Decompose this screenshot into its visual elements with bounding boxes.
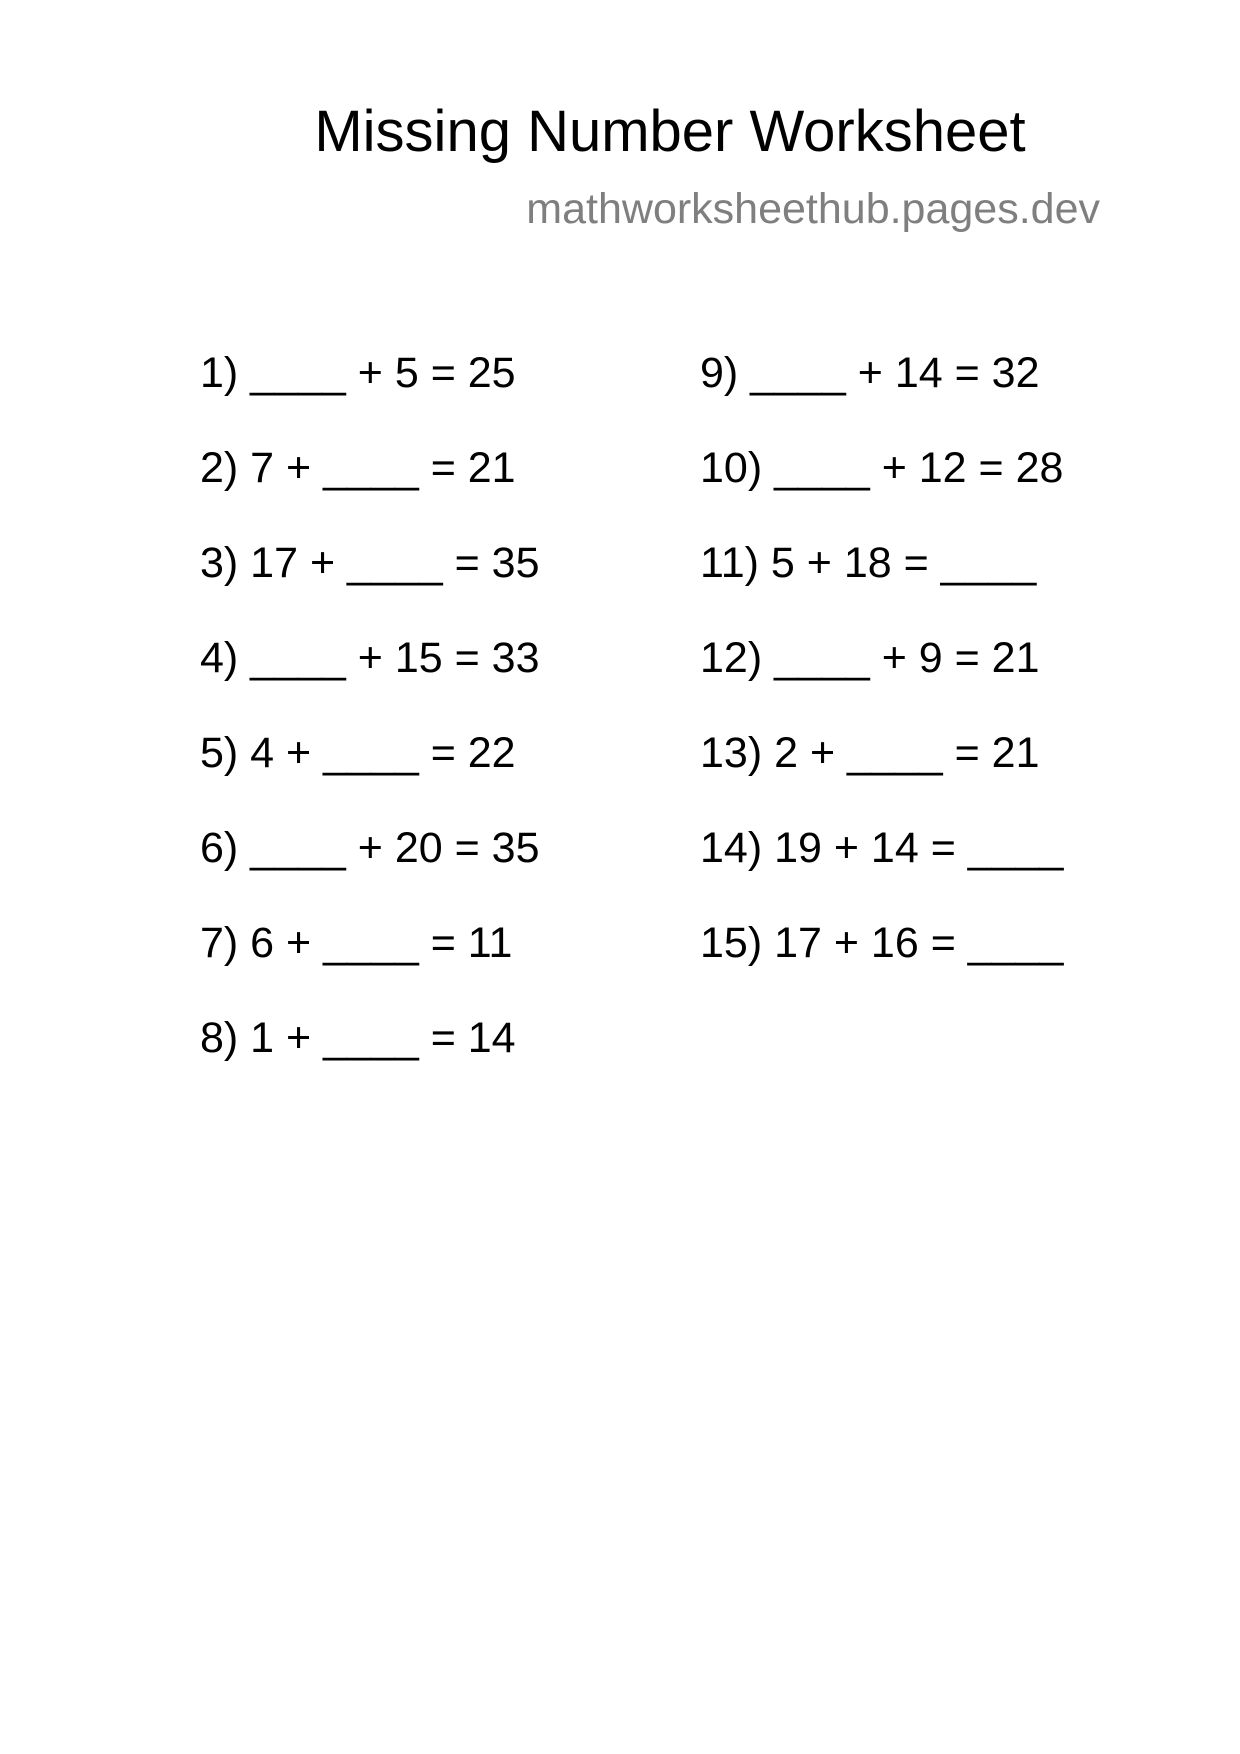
problem-column-left [200,348,540,1108]
page-title: Missing Number Worksheet [314,99,1026,164]
problem-5: 5) 4 + ____ = 22 [200,729,516,777]
problem-3: 3) 17 + ____ = 35 [200,539,540,587]
problem-13: 13) 2 + ____ = 21 [700,729,1040,777]
site-url: mathworksheethub.pages.dev [526,185,1100,233]
problem-6: 6) ____ + 20 = 35 [200,824,540,872]
problem-8: 8) 1 + ____ = 14 [200,1014,516,1062]
problem-15: 15) 17 + 16 = ____ [700,919,1064,967]
problem-12: 12) ____ + 9 = 21 [700,634,1040,682]
problem-4: 4) ____ + 15 = 33 [200,634,540,682]
problem-9: 9) ____ + 14 = 32 [700,349,1040,397]
problem-14: 14) 19 + 14 = ____ [700,824,1064,872]
problem-1: 1) ____ + 5 = 25 [200,349,516,397]
problem-column-right [700,348,1063,1013]
problem-11: 11) 5 + 18 = ____ [700,539,1037,587]
problem-7: 7) 6 + ____ = 11 [200,919,513,967]
problem-10: 10) ____ + 12 = 28 [700,444,1064,492]
problem-2: 2) 7 + ____ = 21 [200,444,516,492]
